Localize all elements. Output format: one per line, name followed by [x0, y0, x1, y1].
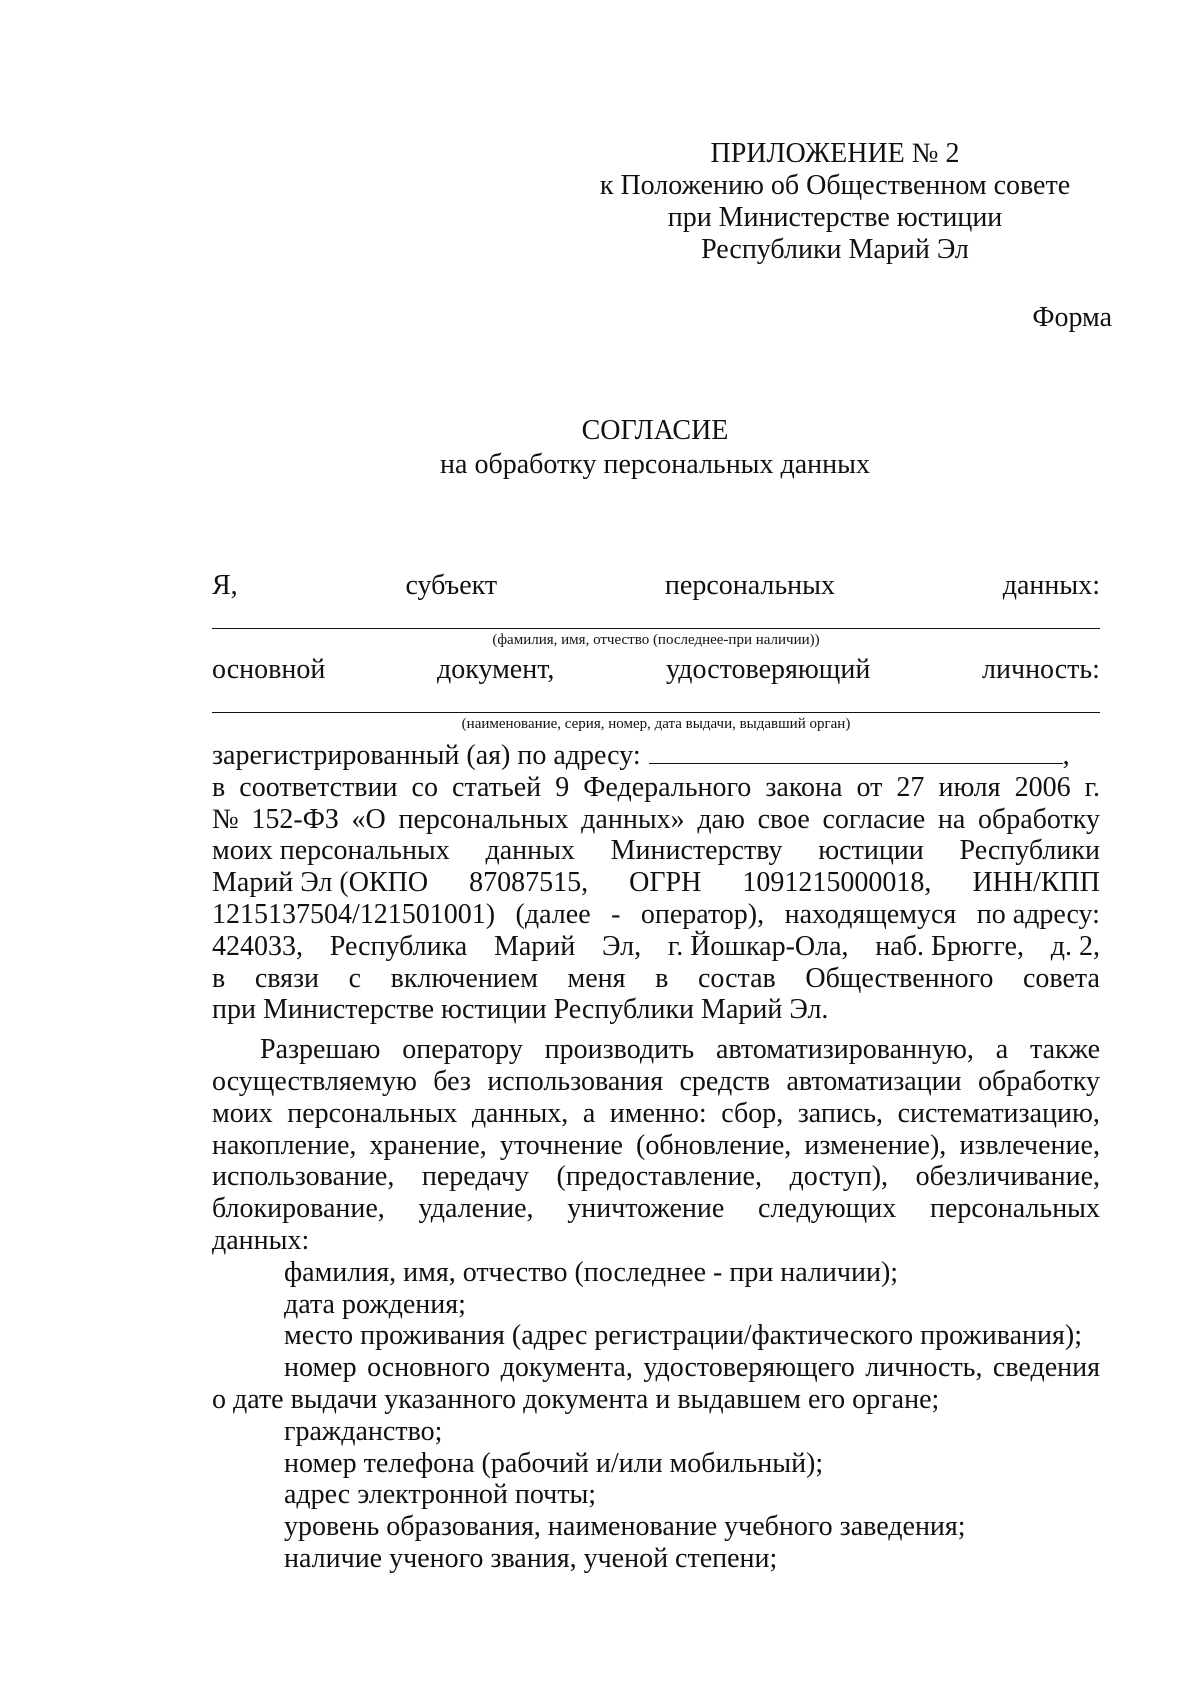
text-line: использование, передачу (предоставление, доступ), обезличивание, [212, 1161, 1100, 1193]
subject-word: Я, [212, 570, 238, 601]
subject-word: данных: [1002, 570, 1100, 601]
text-line: 424033, Республика Марий Эл, г. Йошкар-Ола, наб. Брюгге, д. 2, [212, 930, 1100, 962]
title-sub: на обработку персональных данных [440, 449, 870, 480]
data-item: номер основного документа, удостоверяющего личность, сведения [284, 1352, 1100, 1384]
fio-caption: (фамилия, имя, отчество (последнее-при наличии)) [492, 632, 820, 648]
document-row [212, 654, 1100, 686]
data-item: номер телефона (рабочий и/или мобильный); [284, 1447, 824, 1479]
appendix-header [540, 138, 1130, 266]
text-line: Марий Эл (ОКПО 87087515, ОГРН 1091215000018, ИНН/КПП [212, 867, 1100, 899]
data-item: уровень образования, наименование учебного заведения; [284, 1511, 966, 1543]
address-line [212, 740, 1100, 772]
address-label: зарегистрированный (ая) по адресу: [212, 740, 641, 771]
data-item-continuation: о дате выдачи указанного документа и выдавшем его органе; [212, 1383, 940, 1415]
subject-word: субъект [405, 570, 498, 601]
data-item: дата рождения; [284, 1288, 466, 1320]
text-line: осуществляемую без использования средств автоматизации обработку [212, 1065, 1100, 1097]
text-line: 1215137504/121501001) (далее - оператор), находящемуся по адресу: [212, 898, 1100, 930]
consent-body [212, 740, 1100, 1575]
document-word: удостоверяющий [666, 654, 871, 685]
text-line: в соответствии со статьей 9 Федерального закона от 27 июля 2006 г. [212, 771, 1100, 803]
title-main: СОГЛАСИЕ [581, 415, 729, 446]
address-comma: , [1062, 740, 1070, 771]
paragraph-consent-last: при Министерстве юстиции Республики Марий Эл. [212, 994, 829, 1026]
text-line: моих персональных данных Министерству юстиции Республики [212, 835, 1100, 867]
fio-fill-line [212, 628, 1100, 629]
address-fill-line [649, 741, 1063, 764]
appendix-ref-line: к Положению об Общественном совете [599, 170, 1071, 201]
appendix-number: ПРИЛОЖЕНИЕ № 2 [710, 138, 960, 169]
document-word: документ, [437, 654, 555, 685]
document-word: личность: [982, 654, 1100, 685]
data-item: гражданство; [284, 1415, 443, 1447]
data-item: адрес электронной почты; [284, 1479, 597, 1511]
data-item: место проживания (адрес регистрации/фактического проживания); [284, 1320, 1082, 1352]
paragraph-consent [212, 772, 1100, 995]
text-line: Разрешаю оператору производить автоматизированную, а также [260, 1034, 1100, 1066]
appendix-ref-line: Республики Марий Эл [701, 234, 969, 265]
subject-word: персональных [664, 570, 835, 601]
document-fill-line [212, 712, 1100, 713]
document-caption: (наименование, серия, номер, дата выдачи, выдавший орган) [461, 716, 851, 732]
text-line: блокирование, удаление, уничтожение следующих персональных [212, 1193, 1100, 1225]
text-line: в связи с включением меня в состав Общественного совета [212, 962, 1100, 994]
data-item: фамилия, имя, отчество (последнее - при наличии); [284, 1256, 899, 1288]
text-line: накопление, хранение, уточнение (обновление, изменение), извлечение, [212, 1129, 1100, 1161]
form-label: Форма [1032, 302, 1112, 333]
subject-row [212, 570, 1100, 602]
data-item: наличие ученого звания, ученой степени; [284, 1542, 778, 1574]
paragraph-permission [212, 1034, 1100, 1225]
document-title [0, 414, 1200, 482]
text-line: моих персональных данных, а именно: сбор, запись, систематизацию, [212, 1097, 1100, 1129]
text-line: № 152-ФЗ «О персональных данных» даю свое согласие на обработку [212, 803, 1100, 835]
document-word: основной [212, 654, 326, 685]
appendix-ref-line: при Министерстве юстиции [667, 202, 1003, 233]
paragraph-permission-last: данных: [212, 1224, 310, 1256]
